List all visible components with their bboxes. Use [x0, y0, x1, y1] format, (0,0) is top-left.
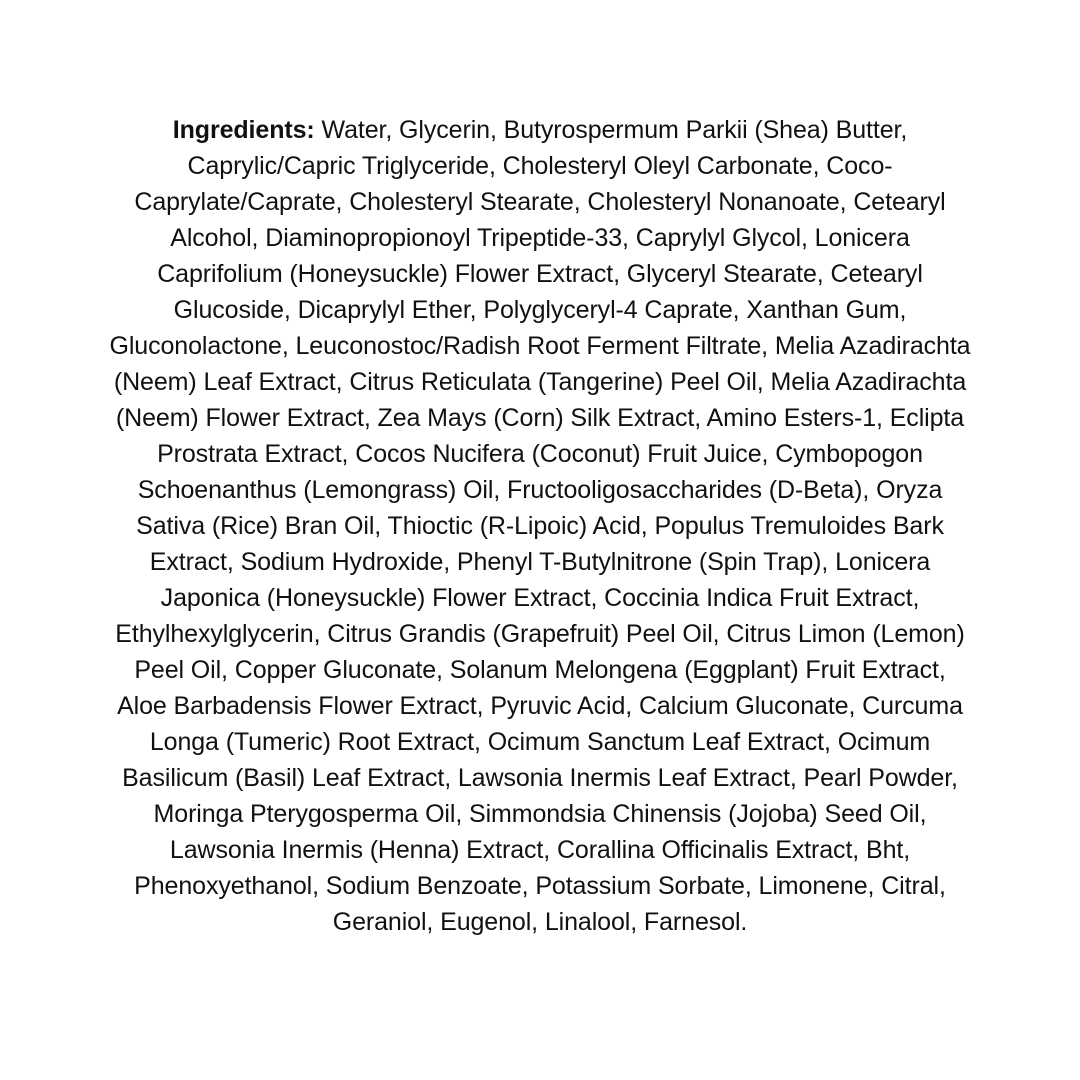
ingredients-list — [108, 112, 972, 940]
ingredients-label: Ingredients: — [172, 116, 315, 144]
ingredients-text: Water, Glycerin, Butyrospermum Parkii (Shea) Butter, Caprylic/Capric Triglyceride, Cholesteryl Oleyl Carbonate, Coco-Caprylate/Caprate, Cholesteryl Stearate, Cholesteryl Nonanoate, Cetearyl Alcohol, Diaminopropionoyl Tripeptide-33, Caprylyl Glycol, Lonicera Caprifolium (Honeysuckle) Flower Extract, Glyceryl Stearate, Cetearyl Glucoside, Dicaprylyl Ether, Polyglyceryl-4 Caprate, Xanthan Gum, Gluconolactone, Leuconostoc/Radish Root Ferment Filtrate, Melia Azadirachta (Neem) Leaf Extract, Citrus Reticulata (Tangerine) Peel Oil, Melia Azadirachta (Neem) Flower Extract, Zea Mays (Corn) Silk Extract, Amino Esters-1, Eclipta Prostrata Extract, Cocos Nucifera (Coconut) Fruit Juice, Cymbopogon Schoenanthus (Lemongrass) Oil, Fructooligosaccharides (D-Beta), Oryza Sativa (Rice) Bran Oil, Thioctic (R-Lipoic) Acid, Populus Tremuloides Bark Extract, Sodium Hydroxide, Phenyl T-Butylnitrone (Spin Trap), Lonicera Japonica (Honeysuckle) Flower Extract, Coccinia Indica Fruit Extract, Ethylhexylglycerin, Citrus Grandis (Grapefruit) Peel Oil, Citrus Limon (Lemon) Peel Oil, Copper Gluconate, Solanum Melongena (Eggplant) Fruit Extract, Aloe Barbadensis Flower Extract, Pyruvic Acid, Calcium Gluconate, Curcuma Longa (Tumeric) Root Extract, Ocimum Sanctum Leaf Extract, Ocimum Basilicum (Basil) Leaf Extract, Lawsonia Inermis Leaf Extract, Pearl Powder, Moringa Pterygosperma Oil, Simmondsia Chinensis (Jojoba) Seed Oil, Lawsonia Inermis (Henna) Extract, Corallina Officinalis Extract, Bht, Phenoxyethanol, Sodium Benzoate, Potassium Sorbate, Limonene, Citral, Geraniol, Eugenol, Linalool, Farnesol. — [109, 116, 971, 936]
